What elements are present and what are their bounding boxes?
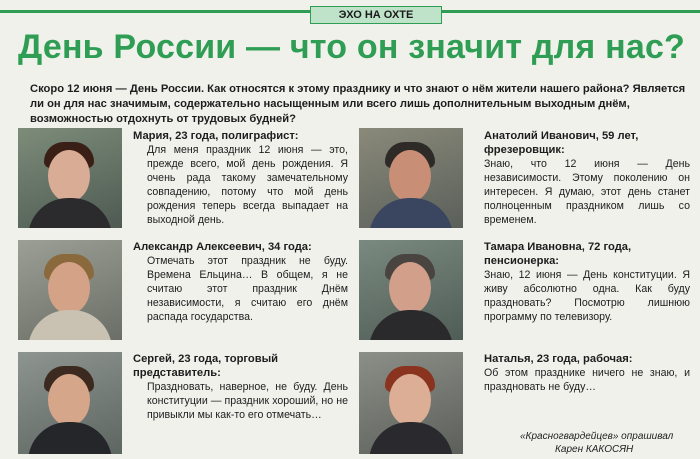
photo-maria <box>18 128 122 228</box>
quote-tamara: Знаю, 12 июня — День конституции. Я живу абсолютно одна. Как буду праздновать? Посмотрю лишнюю программу по телевизору. <box>484 269 690 323</box>
rubric-label: ЭХО НА ОХТЕ <box>310 6 442 24</box>
signature-author: Карен КАКОСЯН <box>555 444 634 455</box>
photo-tamara <box>359 240 463 340</box>
quote-anatoly: Знаю, что 12 июня — День независимости. Этому поколению он интересен. Я думаю, этот день станет полноценным праздником лишь со временем. <box>484 158 690 226</box>
photo-sergey <box>18 352 122 454</box>
name-anatoly: Анатолий Иванович, 59 лет, фрезеровщик: <box>484 130 639 156</box>
signature-line1: «Красногвардейцев» опрашивал <box>520 431 674 442</box>
intro-paragraph: Скоро 12 июня — День России. Как относятся к этому празднику и что знают о нём жители нашего района? Является ли он для нас значимым, содержательно насыщенным или всего лишь дополнительным выходным днём, возможностью отдохнуть от трудовых будней? <box>30 83 686 125</box>
name-natalya: Наталья, 23 года, рабочая: <box>484 353 633 365</box>
quote-sergey: Праздновать, наверное, не буду. День конституции — праздник хороший, но не привыкли мы как-то его отмечать… <box>147 381 348 421</box>
name-sergey: Сергей, 23 года, торговый представитель: <box>133 353 279 379</box>
headline: День России — что он значит для нас? <box>18 28 686 66</box>
photo-natalya <box>359 352 463 454</box>
quote-natalya: Об этом празднике ничего не знаю, и праздновать не буду… <box>484 367 690 393</box>
name-maria: Мария, 23 года, полиграфист: <box>133 130 299 142</box>
photo-anatoly <box>359 128 463 228</box>
quote-maria: Для меня праздник 12 июня — это, прежде всего, мой день рождения. Я очень рада такому замечательному совпадению, потому что мой день рождения теперь всегда выпадает на выходной день. <box>147 144 348 226</box>
photo-alexander <box>18 240 122 340</box>
quote-alexander: Отмечать этот праздник не буду. Времена Ельцина… В общем, я не считаю этот праздник Днём независимости, я считаю его днём распада государства. <box>147 255 348 323</box>
name-tamara: Тамара Ивановна, 72 года, пенсионерка: <box>484 241 632 267</box>
name-alexander: Александр Алексеевич, 34 года: <box>133 241 312 253</box>
